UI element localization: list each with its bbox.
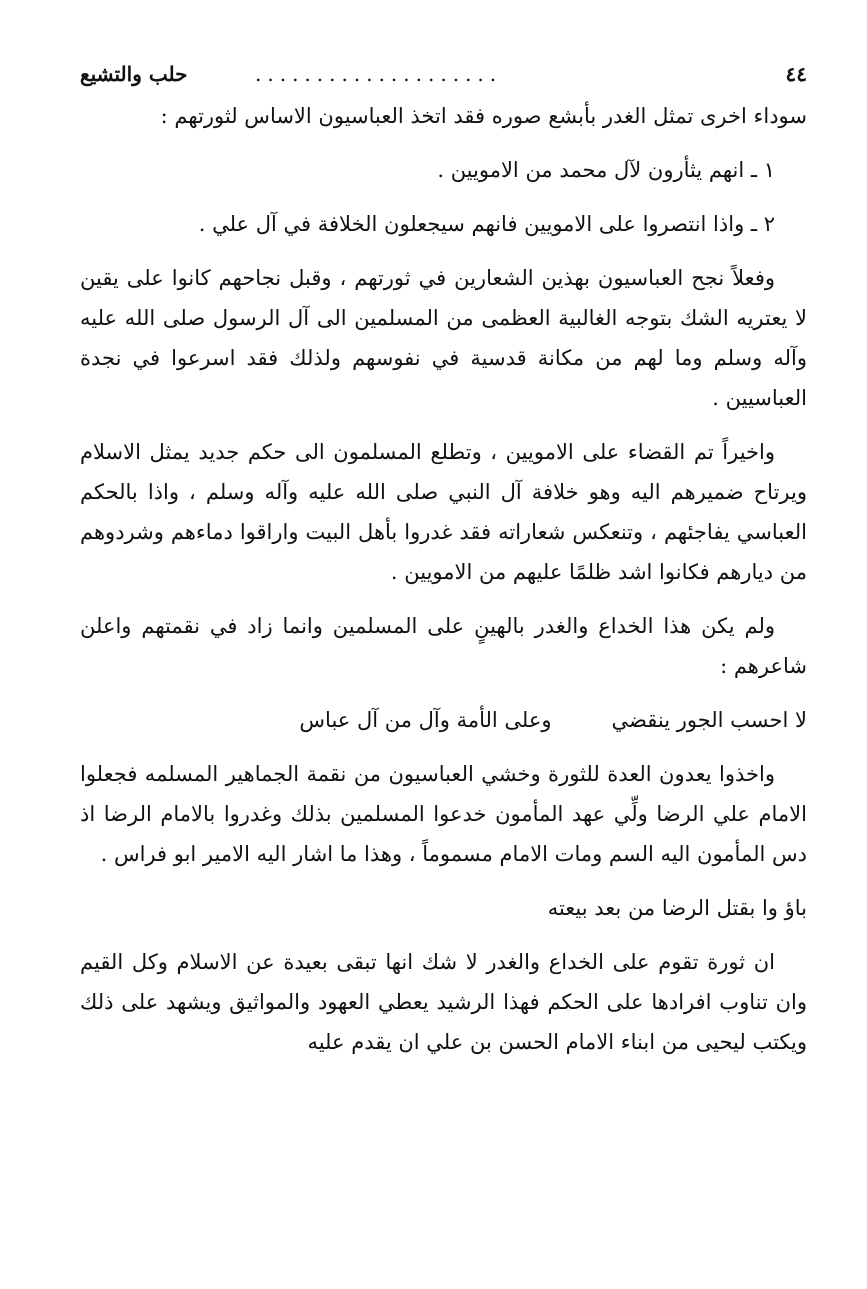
list-item-1: ١ ـ انهم يثأرون لآل محمد من الامويين . — [437, 158, 775, 182]
verse-2-hemistich: باؤ وا بقتل الرضا من بعد بيعته — [547, 896, 807, 920]
book-page — [80, 62, 807, 1076]
verse-1-second-hemistich: وعلى الأمة وآل من آل عباس — [299, 708, 552, 732]
paragraph-1: سوداء اخرى تمثل الغدر بأبشع صوره فقد اتخذ العباسيون الاساس لثورتهم : — [160, 104, 807, 128]
poem-verse-1 — [80, 700, 807, 740]
page-number: ٤٤ — [785, 62, 807, 86]
page-body — [80, 96, 807, 1062]
paragraph-5: واخذوا يعدون العدة للثورة وخشي العباسيون من نقمة الجماهير المسلمه فجعلوا الامام علي الرضا ولِّي عهد المأمون خدعوا المسلمين بذلك وغدروا بالامام الرضا اذ دس المأمون اليه السم ومات الامام مسموماً ، وهذا ما اشار اليه الامير ابو فراس . — [80, 762, 807, 866]
page-header — [80, 62, 807, 96]
paragraph-3: واخيراً تم القضاء على الامويين ، وتطلع المسلمون الى حكم جديد يمثل الاسلام ويرتاح ضميرهم اليه وهو خلافة آل النبي صلى الله عليه وآله وسلم ، واذا بالحكم العباسي يفاجئهم ، وتنعكس شعاراته فقد غدروا بأهل البيت واراقوا دماءهم وشردوهم من ديارهم فكانوا اشد ظلمًا عليهم من الامويين . — [80, 440, 807, 584]
list-item-2: ٢ ـ واذا انتصروا على الامويين فانهم سيجعلون الخلافة في آل علي . — [198, 212, 775, 236]
poem-verse-2 — [80, 888, 807, 928]
paragraph-6: ان ثورة تقوم على الخداع والغدر لا شك انها تبقى بعيدة عن الاسلام وكل القيم وان تناوب افرادها على الحكم فهذا الرشيد يعطي العهود والمواثيق ويشهد على ذلك ويكتب ليحيى من ابناء الامام الحسن بن علي ان يقدم عليه — [80, 950, 807, 1054]
header-dot-leader: .................... — [255, 62, 503, 86]
verse-1-first-hemistich: لا احسب الجور ينقضي — [611, 708, 807, 732]
paragraph-4: ولم يكن هذا الخداع والغدر بالهينٍ على المسلمين وانما زاد في نقمتهم واعلن شاعرهم : — [80, 614, 807, 678]
running-title: حلب والتشيع — [80, 62, 188, 86]
paragraph-2: وفعلاً نجح العباسيون بهذين الشعارين في ثورتهم ، وقبل نجاحهم كانوا على يقين لا يعتريه الشك بتوجه الغالبية العظمى من المسلمين الى آل الرسول صلى الله عليه وآله وسلم وما لهم من مكانة قدسية في نفوسهم ولذلك فقد اسرعوا في نجدة العباسيين . — [80, 266, 807, 410]
